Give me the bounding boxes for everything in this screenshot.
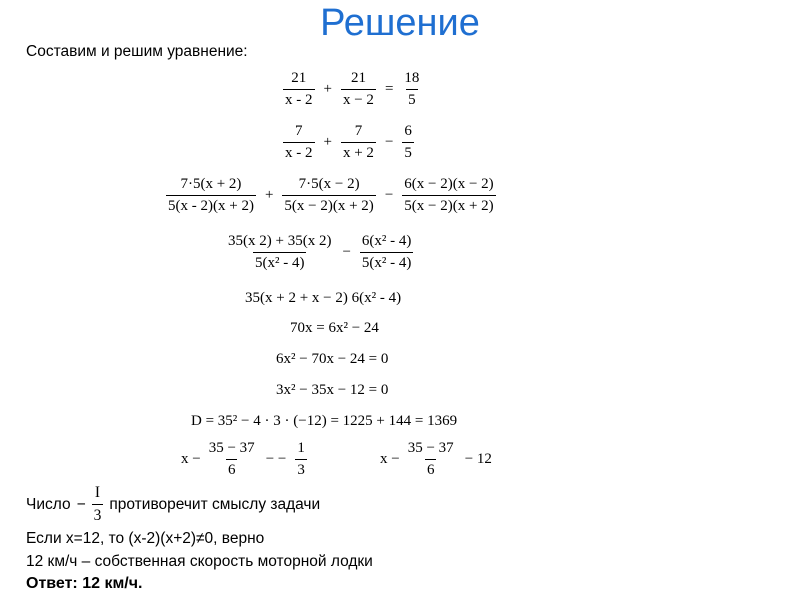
equation-9: D = 35² − 4 · 3 · (−12) = 1225 + 144 = 1369 (191, 413, 458, 429)
equation-1: $\frac{21}{x - 2}$ + $\frac{21}{x - 2}$ = $\frac{18}{5}$ (285, 70, 420, 108)
root-x1: x − $\frac{35 - 37}{6}$ − − $\frac{1}{3}$ (181, 440, 305, 478)
fraction: $\frac{35 - 37}{6}$ (208, 440, 255, 478)
fraction: $\frac{\text{6(x² - 4)}}{\text{5(x² - 4)}}$ (361, 233, 412, 271)
equation-7: 6x² − 70x − 24 = 0 (276, 351, 389, 367)
equation-5: 35(x + 2 + x − 2) 6(x² - 4) (245, 290, 402, 306)
fraction: $\frac{7\cdot 5(x + 2)}{5(x - 2)(x + 2)}$ (168, 176, 254, 214)
equation-2: $\frac{7}{x - 2}$ + $\frac{7}{x + 2}$ − $\frac{6}{5}$ (285, 123, 412, 161)
answer-text: Ответ: 12 км/ч. (26, 575, 143, 592)
fraction: $\frac{35 - 37}{6}$ (407, 440, 454, 478)
speed-text: 12 км/ч – собственная скорость моторной лодки (26, 553, 373, 570)
fraction: $\frac{35(x 2) + 35(x 2)}{\text{5(x² - 4)}}$ (228, 233, 332, 271)
fraction: $\frac{6}{5}$ (404, 123, 412, 161)
fraction: $\frac{7\cdot 5(x - 2)}{5(x - 2)(x + 2)}$ (284, 176, 374, 214)
check-text: Если x=12, то (x-2)(x+2)≠0, верно (26, 530, 265, 547)
fraction: $\frac{18}{5}$ (404, 70, 420, 108)
fraction: $\frac{21}{x - 2}$ (285, 70, 313, 108)
fraction: $\frac{I}{3}$ (93, 484, 102, 524)
fraction: $\frac{1}{3}$ (297, 440, 305, 478)
page-title: Решение (320, 2, 480, 44)
fraction: $\frac{7}{x - 2}$ (285, 123, 313, 161)
intro-text: Составим и решим уравнение: (26, 43, 248, 60)
fraction: $\frac{6(x - 2)(x - 2)}{5(x - 2)(x + 2)}$ (404, 176, 494, 214)
equation-3: $\frac{7\cdot 5(x + 2)}{5(x - 2)(x + 2)}$ + $\frac{7\cdot 5(x - 2)}{5(x - 2)(x + 2)}$ − $\frac{6(x - 2)(x - 2)}{5(x - 2)(x + 2)}$ (168, 176, 494, 214)
equation-6: 70x = 6x² − 24 (290, 320, 379, 336)
root-x2: x − $\frac{35 - 37}{6}$ − 12 (380, 440, 492, 478)
fraction: $\frac{7}{x + 2}$ (342, 123, 374, 161)
contradiction-line: Число − $\frac{I}{3}$ противоречит смыслу задачи (26, 484, 321, 524)
equation-4: $\frac{35(x 2) + 35(x 2)}{\text{5(x² - 4)}}$ − $\frac{\text{6(x² - 4)}}{\text{5(x² - 4)}}$ (228, 233, 412, 271)
equation-8: 3x² − 35x − 12 = 0 (276, 382, 389, 398)
fraction: $\frac{21}{x - 2}$ (342, 70, 374, 108)
